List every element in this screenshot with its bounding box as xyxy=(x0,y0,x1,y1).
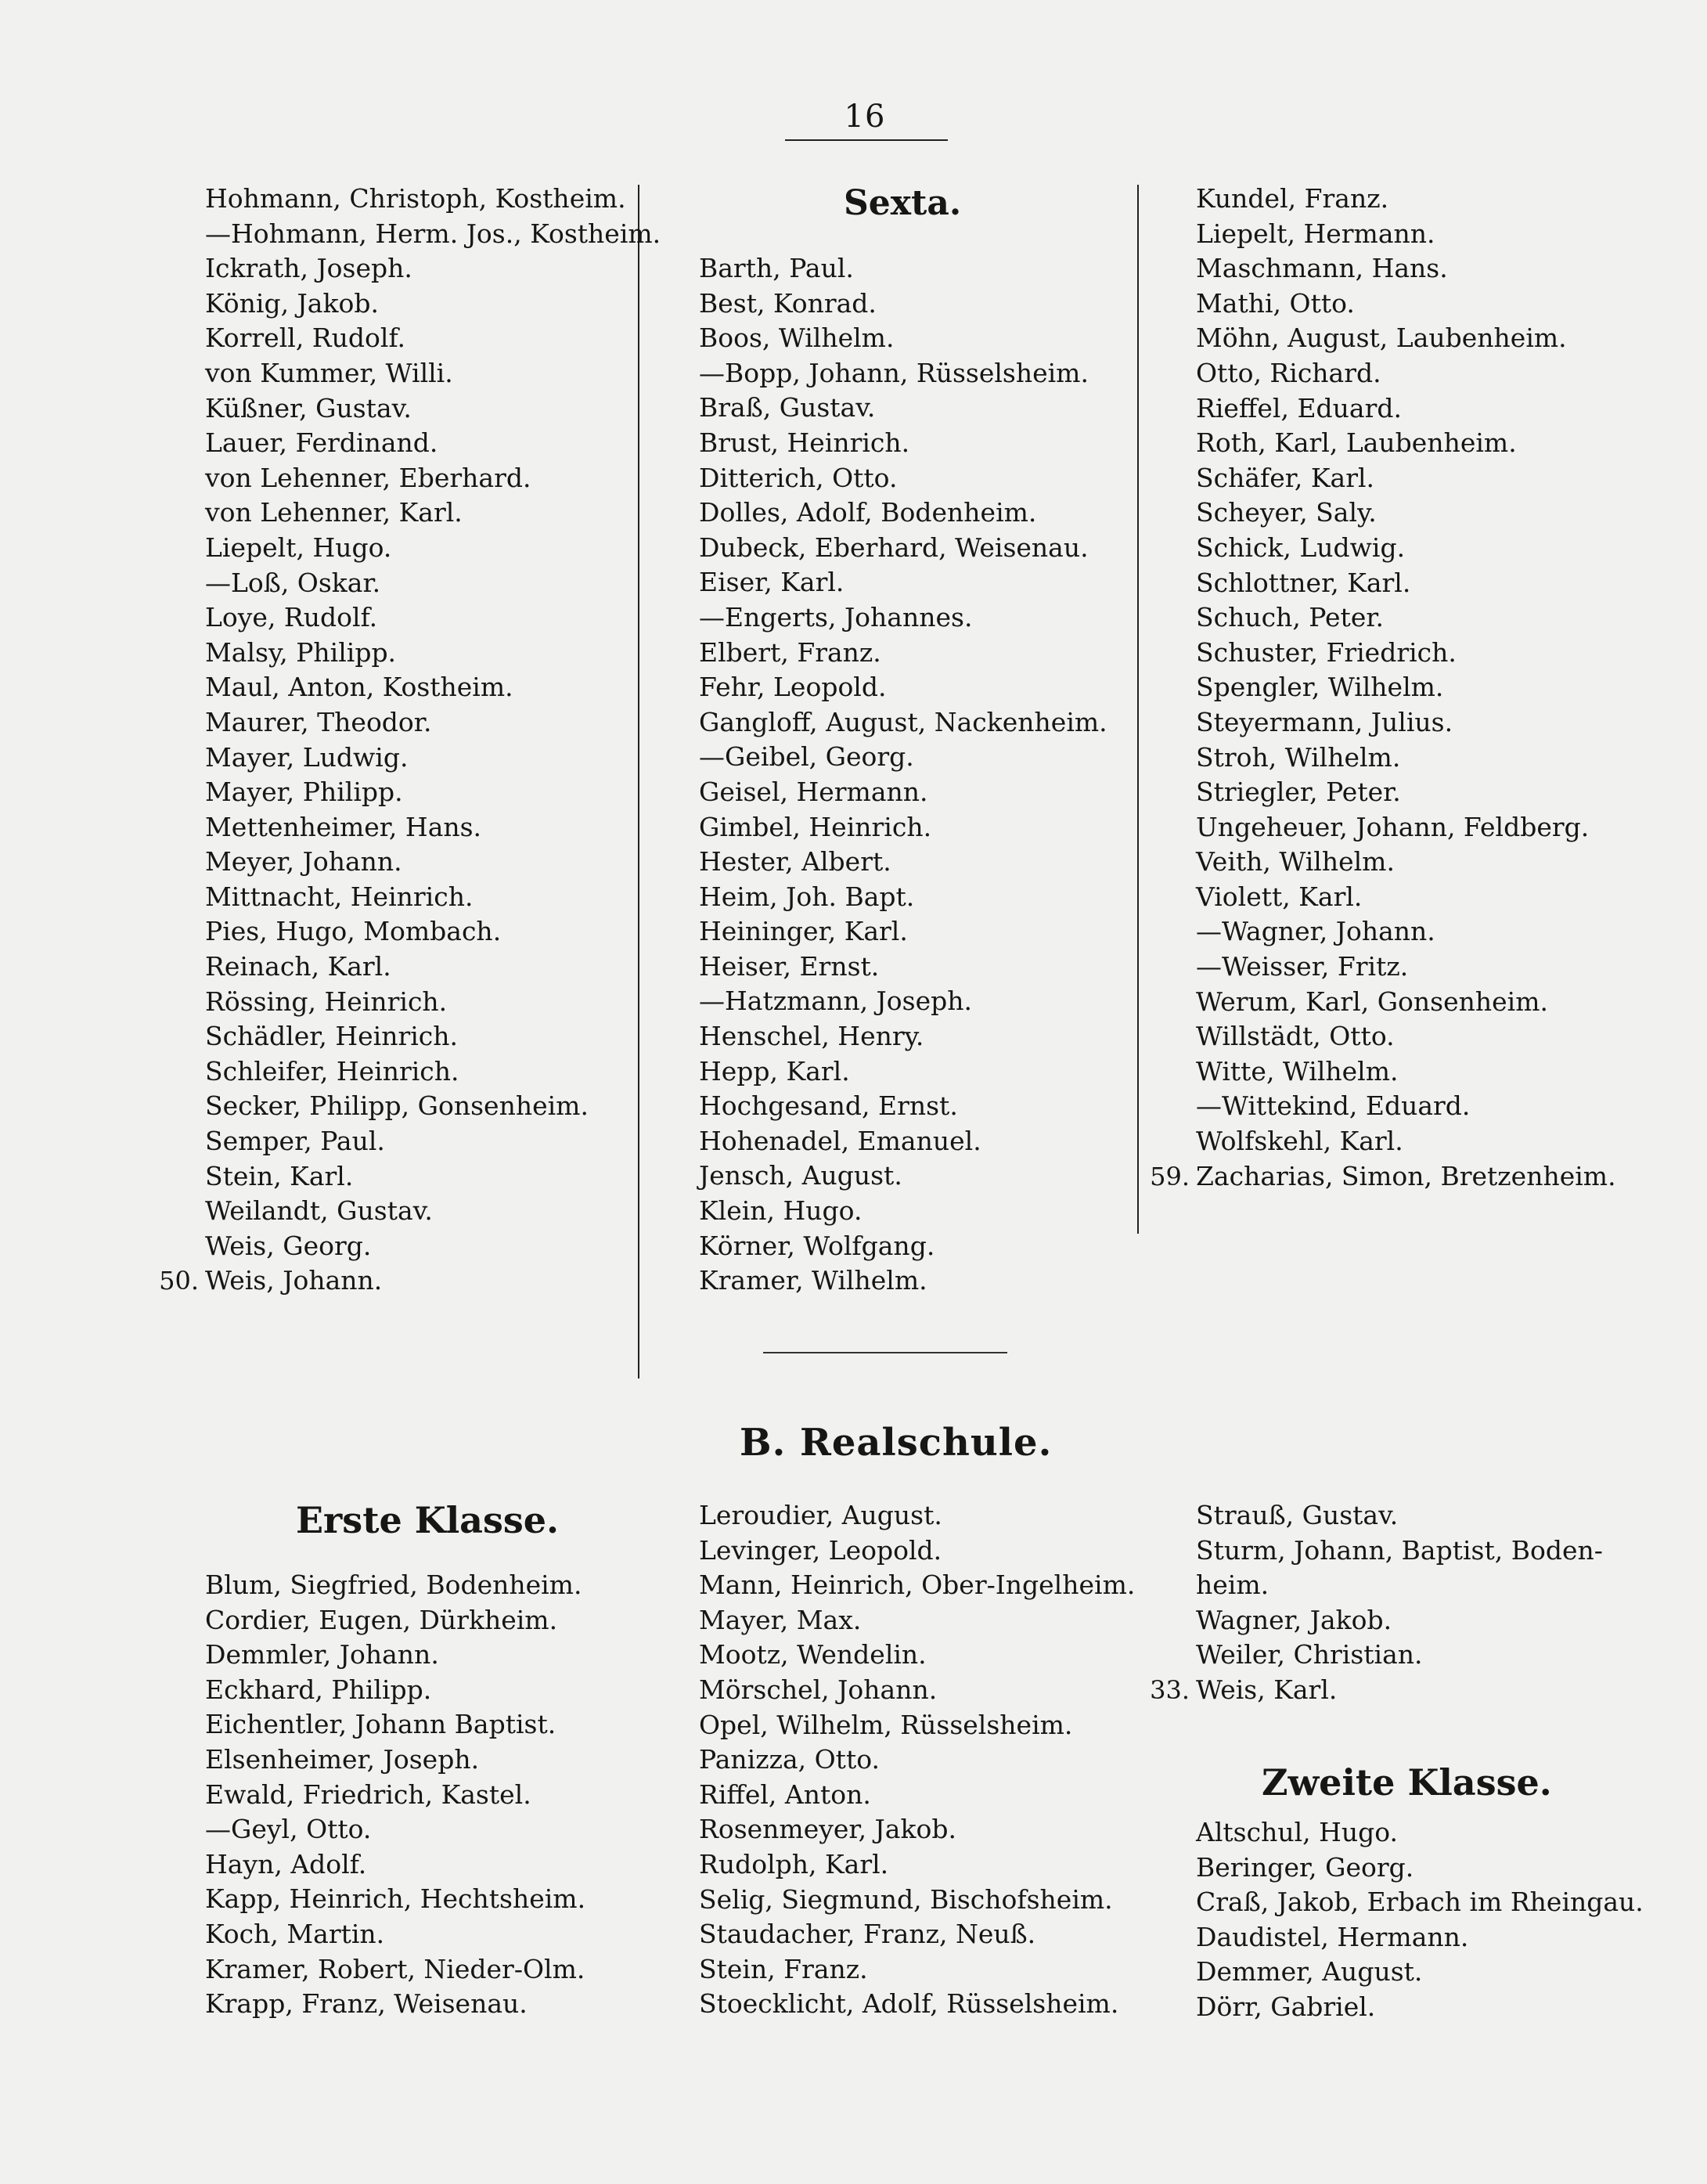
list-item xyxy=(205,1054,661,1090)
student-name: Stein, Franz. xyxy=(699,1953,868,1984)
student-name: Gangloff, August, Nackenheim. xyxy=(699,706,1107,737)
list-item xyxy=(699,1159,1107,1194)
student-name: —Hatzmann, Joseph. xyxy=(699,986,972,1017)
student-name: Altschul, Hugo. xyxy=(1196,1817,1399,1847)
list-item xyxy=(1196,845,1616,880)
list-item xyxy=(205,1917,585,1952)
student-name: Daudistel, Hermann. xyxy=(1196,1921,1469,1952)
student-name: Strauß, Gustav. xyxy=(1196,1500,1399,1530)
student-name: Rössing, Heinrich. xyxy=(205,986,448,1017)
list-item xyxy=(205,1952,585,1988)
list-item xyxy=(205,880,661,915)
student-name: Levinger, Leopold. xyxy=(699,1534,942,1566)
list-item xyxy=(699,1533,1135,1569)
list-item xyxy=(1196,636,1616,671)
student-name: Rosenmeyer, Jakob. xyxy=(699,1814,956,1845)
list-item xyxy=(205,182,661,217)
list-item xyxy=(205,1194,661,1229)
student-name: Mann, Heinrich, Ober-Ingelheim. xyxy=(699,1570,1136,1601)
list-item xyxy=(205,741,661,776)
student-name: Loye, Rudolf. xyxy=(205,602,378,633)
entry-number: 33. xyxy=(1150,1674,1190,1705)
list-item xyxy=(1196,251,1616,287)
list-item xyxy=(1196,1054,1616,1090)
list-item xyxy=(1150,1673,1603,1708)
list-item xyxy=(205,1778,585,1813)
student-name: Elsenheimer, Joseph. xyxy=(205,1743,480,1775)
list-item xyxy=(205,775,661,810)
student-name: Elbert, Franz. xyxy=(699,636,881,668)
student-name: Hepp, Karl. xyxy=(699,1055,850,1087)
entry-number: 50. xyxy=(159,1266,199,1296)
student-name: Maschmann, Hans. xyxy=(1196,253,1448,284)
student-name: Beringer, Georg. xyxy=(1196,1851,1414,1883)
student-name: Demmer, August. xyxy=(1196,1956,1423,1988)
student-name: Steyermann, Julius. xyxy=(1196,706,1453,737)
list-bottom-col3b xyxy=(1196,1815,1644,2025)
student-name: Spengler, Wilhelm. xyxy=(1196,672,1444,703)
student-name: Kapp, Heinrich, Hechtsheim. xyxy=(205,1883,586,1915)
student-name: Blum, Siegfried, Bodenheim. xyxy=(205,1570,582,1600)
list-item xyxy=(1196,1603,1603,1638)
student-name: Riffel, Anton. xyxy=(699,1779,871,1810)
list-item xyxy=(699,1883,1135,1918)
list-item xyxy=(699,1778,1135,1813)
list-item xyxy=(205,1882,585,1917)
student-name: Striegler, Peter. xyxy=(1196,777,1401,808)
list-item xyxy=(205,1568,585,1603)
list-item xyxy=(205,531,661,566)
list-item xyxy=(1196,1533,1603,1569)
student-name: Mayer, Philipp. xyxy=(205,777,403,808)
student-name: Weis, Georg. xyxy=(205,1230,372,1261)
student-name: Zacharias, Simon, Bretzenheim. xyxy=(1196,1160,1616,1191)
list-item xyxy=(1196,1990,1644,2025)
list-item xyxy=(699,1498,1135,1533)
student-name: Willstädt, Otto. xyxy=(1196,1021,1395,1052)
list-item xyxy=(205,461,661,496)
list-item xyxy=(205,1019,661,1054)
student-name: Geisel, Hermann. xyxy=(699,776,928,807)
student-name: Schick, Ludwig. xyxy=(1196,532,1406,563)
list-item xyxy=(699,740,1107,775)
list-item xyxy=(699,1263,1107,1299)
student-name: Maul, Anton, Kostheim. xyxy=(205,672,513,703)
student-name: Otto, Richard. xyxy=(1196,357,1381,388)
student-name: Pies, Hugo, Mombach. xyxy=(205,916,502,947)
list-item xyxy=(699,775,1107,810)
list-item xyxy=(205,1229,661,1264)
student-name: Semper, Paul. xyxy=(205,1126,385,1157)
list-item xyxy=(205,496,661,531)
list-item xyxy=(205,426,661,461)
student-name: Korrell, Rudolf. xyxy=(205,323,405,354)
list-item xyxy=(699,356,1107,391)
student-name: Eichentler, Johann Baptist. xyxy=(205,1709,556,1740)
student-name: —Weisser, Fritz. xyxy=(1196,951,1409,982)
student-name: Violett, Karl. xyxy=(1196,881,1363,912)
list-item xyxy=(699,1987,1135,2022)
student-name: Roth, Karl, Laubenheim. xyxy=(1196,427,1517,459)
student-name: Weilandt, Gustav. xyxy=(205,1195,433,1227)
list-item xyxy=(1196,950,1616,985)
student-name: Weiler, Christian. xyxy=(1196,1639,1423,1670)
student-name: Meyer, Johann. xyxy=(205,846,402,878)
list-item xyxy=(1196,496,1616,531)
list-item xyxy=(205,1159,661,1195)
student-name: Leroudier, August. xyxy=(699,1500,942,1530)
student-name: Mörschel, Johann. xyxy=(699,1674,938,1705)
list-item xyxy=(1196,1851,1644,1886)
list-item xyxy=(1196,1568,1603,1603)
list-item xyxy=(699,565,1107,600)
student-name: Opel, Wilhelm, Rüsselsheim. xyxy=(699,1709,1073,1740)
list-item xyxy=(205,251,661,287)
list-item xyxy=(1196,566,1616,601)
student-name: Schlottner, Karl. xyxy=(1196,567,1411,598)
student-name: Brust, Heinrich. xyxy=(699,427,910,458)
list-item xyxy=(205,391,661,427)
list-item xyxy=(205,1673,585,1708)
student-name: Mittnacht, Heinrich. xyxy=(205,881,474,912)
student-name: —Geyl, Otto. xyxy=(205,1814,372,1845)
list-item xyxy=(699,287,1107,322)
student-name: —Hohmann, Herm. Jos., Kostheim. xyxy=(205,218,661,249)
student-name: Schuch, Peter. xyxy=(1196,602,1384,633)
list-item xyxy=(205,1987,585,2022)
student-name: Stoecklicht, Adolf, Rüsselsheim. xyxy=(699,1988,1119,2020)
list-item xyxy=(205,217,661,252)
list-item xyxy=(1196,217,1616,252)
student-name: Schäfer, Karl. xyxy=(1196,462,1375,493)
list-item xyxy=(1196,1815,1644,1851)
student-name: Krapp, Franz, Weisenau. xyxy=(205,1988,528,2020)
list-item xyxy=(205,845,661,880)
list-item xyxy=(205,1603,585,1638)
student-name: Mathi, Otto. xyxy=(1196,287,1355,319)
list-item xyxy=(699,1812,1135,1847)
list-item xyxy=(159,1263,661,1299)
list-item xyxy=(699,1568,1135,1603)
student-name: Körner, Wolfgang. xyxy=(699,1230,935,1261)
student-name: Mettenheimer, Hans. xyxy=(205,811,482,842)
list-item xyxy=(1196,321,1616,356)
list-item xyxy=(699,670,1107,705)
student-name: Mayer, Max. xyxy=(699,1604,862,1635)
list-item xyxy=(205,914,661,950)
student-name: Hayn, Adolf. xyxy=(205,1848,367,1879)
list-item xyxy=(1196,600,1616,636)
list-item xyxy=(205,566,661,601)
list-item xyxy=(205,1812,585,1847)
heading-zweite-klasse: Zweite Klasse. xyxy=(1262,1761,1552,1804)
list-item xyxy=(699,845,1107,880)
list-item xyxy=(699,1708,1135,1743)
student-name: Schleifer, Heinrich. xyxy=(205,1055,459,1087)
list-item xyxy=(699,1124,1107,1159)
list-item xyxy=(699,426,1107,461)
student-name: Liepelt, Hermann. xyxy=(1196,218,1435,249)
list-item xyxy=(699,950,1107,985)
list-item xyxy=(1196,1638,1603,1673)
student-name: Reinach, Karl. xyxy=(205,951,391,982)
student-name: Heim, Joh. Bapt. xyxy=(699,881,915,912)
list-item xyxy=(699,1603,1135,1638)
student-name: —Wittekind, Eduard. xyxy=(1196,1090,1471,1122)
student-name: Weis, Johann. xyxy=(205,1265,383,1296)
list-item xyxy=(699,705,1107,741)
student-name: Ditterich, Otto. xyxy=(699,462,898,493)
student-name: Craß, Jakob, Erbach im Rheingau. xyxy=(1196,1887,1644,1918)
list-item xyxy=(1196,914,1616,950)
list-item xyxy=(699,461,1107,496)
student-name: Hester, Albert. xyxy=(699,846,891,878)
student-name: Stroh, Wilhelm. xyxy=(1196,741,1401,773)
list-item xyxy=(699,1917,1135,1952)
student-name: Malsy, Philipp. xyxy=(205,636,397,668)
student-name: Mootz, Wendelin. xyxy=(699,1639,927,1670)
student-name: Ickrath, Joseph. xyxy=(205,253,412,284)
student-name: Veith, Wilhelm. xyxy=(1196,846,1395,878)
list-item xyxy=(1196,1089,1616,1124)
student-name: Heiser, Ernst. xyxy=(699,950,880,982)
list-item xyxy=(1196,426,1616,461)
entry-number: 59. xyxy=(1150,1161,1190,1191)
list-item xyxy=(205,670,661,705)
list-item xyxy=(205,1743,585,1778)
student-name: Koch, Martin. xyxy=(205,1918,385,1949)
page-number: 16 xyxy=(844,99,886,135)
student-name: Klein, Hugo. xyxy=(699,1195,863,1227)
list-item xyxy=(699,984,1107,1019)
list-top-col1 xyxy=(159,182,661,1299)
section-rule xyxy=(763,1352,1007,1353)
student-name: Demmler, Johann. xyxy=(205,1639,439,1670)
list-item xyxy=(1196,880,1616,915)
list-bottom-col1 xyxy=(205,1568,585,2022)
list-item xyxy=(205,810,661,845)
list-item xyxy=(699,636,1107,671)
student-name: Jensch, August. xyxy=(699,1160,902,1191)
student-name: Secker, Philipp, Gonsenheim. xyxy=(205,1090,589,1122)
student-name: Dubeck, Eberhard, Weisenau. xyxy=(699,532,1089,563)
list-item xyxy=(205,321,661,356)
list-item xyxy=(1150,1159,1616,1195)
student-name: Kramer, Wilhelm. xyxy=(699,1265,927,1296)
student-name: Maurer, Theodor. xyxy=(205,706,432,737)
list-item xyxy=(699,321,1107,356)
list-item xyxy=(699,1194,1107,1229)
list-item xyxy=(699,1054,1107,1090)
student-name: Kundel, Franz. xyxy=(1196,183,1389,214)
student-name: Best, Konrad. xyxy=(699,287,877,319)
list-item xyxy=(699,496,1107,531)
list-item xyxy=(699,1638,1135,1673)
student-name: Sturm, Johann, Baptist, Boden- xyxy=(1196,1534,1603,1566)
list-item xyxy=(699,1847,1135,1883)
header-rule xyxy=(785,139,948,141)
student-name: Henschel, Henry. xyxy=(699,1021,924,1052)
student-name: —Engerts, Johannes. xyxy=(699,601,973,632)
student-name: Rudolph, Karl. xyxy=(699,1848,889,1879)
student-name: Hohenadel, Emanuel. xyxy=(699,1125,981,1156)
list-item xyxy=(699,1952,1135,1988)
student-name: —Loß, Oskar. xyxy=(205,567,381,598)
list-item xyxy=(699,1673,1135,1708)
list-item xyxy=(205,356,661,391)
heading-sexta: Sexta. xyxy=(844,183,962,223)
list-item xyxy=(699,880,1107,915)
student-name: —Wagner, Johann. xyxy=(1196,916,1435,947)
student-name: Mayer, Ludwig. xyxy=(205,741,409,773)
student-name: von Kummer, Willi. xyxy=(205,357,453,388)
student-name: Möhn, August, Laubenheim. xyxy=(1196,323,1567,354)
student-name: Braß, Gustav. xyxy=(699,392,876,423)
list-item xyxy=(1196,775,1616,810)
student-name: Stein, Karl. xyxy=(205,1160,354,1191)
student-name: Weis, Karl. xyxy=(1196,1674,1338,1705)
list-bottom-col2 xyxy=(699,1498,1135,2022)
list-item xyxy=(205,1847,585,1883)
student-name: Scheyer, Saly. xyxy=(1196,497,1377,528)
student-name: Lauer, Ferdinand. xyxy=(205,427,438,459)
student-name: Eiser, Karl. xyxy=(699,567,844,598)
student-name: Schädler, Heinrich. xyxy=(205,1021,459,1052)
list-item xyxy=(205,705,661,741)
list-item xyxy=(1196,741,1616,776)
list-top-col3 xyxy=(1150,182,1616,1194)
list-item xyxy=(1196,1019,1616,1054)
list-item xyxy=(1196,705,1616,741)
student-name: Hohmann, Christoph, Kostheim. xyxy=(205,183,626,214)
student-name: Eckhard, Philipp. xyxy=(205,1674,432,1705)
list-item xyxy=(699,810,1107,845)
column-rule-right xyxy=(1137,185,1139,1234)
student-name: König, Jakob. xyxy=(205,287,379,319)
list-item xyxy=(1196,1885,1644,1920)
student-name: heim. xyxy=(1196,1570,1269,1601)
list-item xyxy=(699,1743,1135,1778)
student-name: Boos, Wilhelm. xyxy=(699,323,895,354)
heading-realschule: B. Realschule. xyxy=(740,1421,1053,1465)
student-name: Gimbel, Heinrich. xyxy=(699,811,932,842)
list-item xyxy=(699,251,1107,287)
student-name: Fehr, Leopold. xyxy=(699,672,887,703)
student-name: Schuster, Friedrich. xyxy=(1196,636,1457,668)
list-item xyxy=(1196,182,1616,217)
student-name: Cordier, Eugen, Dürkheim. xyxy=(205,1604,558,1635)
list-item xyxy=(1196,531,1616,566)
list-item xyxy=(699,391,1107,426)
student-name: Heininger, Karl. xyxy=(699,916,908,947)
list-item xyxy=(1196,461,1616,496)
list-item xyxy=(1196,356,1616,391)
student-name: Rieffel, Eduard. xyxy=(1196,392,1402,423)
student-name: Küßner, Gustav. xyxy=(205,392,412,423)
list-item xyxy=(1196,1920,1644,1955)
student-name: Staudacher, Franz, Neuß. xyxy=(699,1919,1036,1950)
list-item xyxy=(205,1089,661,1124)
student-name: Kramer, Robert, Nieder-Olm. xyxy=(205,1953,585,1984)
list-item xyxy=(1196,1124,1616,1159)
student-name: Dörr, Gabriel. xyxy=(1196,1991,1376,2022)
student-name: Liepelt, Hugo. xyxy=(205,532,392,563)
heading-erste-klasse: Erste Klasse. xyxy=(296,1499,560,1541)
list-item xyxy=(205,287,661,322)
list-item xyxy=(699,914,1107,950)
list-item xyxy=(205,636,661,671)
student-name: —Bopp, Johann, Rüsselsheim. xyxy=(699,357,1089,388)
list-item xyxy=(205,600,661,636)
list-top-col2 xyxy=(699,251,1107,1299)
list-item xyxy=(699,1089,1107,1124)
list-item xyxy=(205,1124,661,1159)
student-name: Wagner, Jakob. xyxy=(1196,1604,1392,1635)
list-item xyxy=(1196,287,1616,322)
list-item xyxy=(205,1638,585,1673)
student-name: von Lehenner, Karl. xyxy=(205,497,463,528)
list-item xyxy=(205,985,661,1020)
student-name: Witte, Wilhelm. xyxy=(1196,1055,1399,1087)
list-item xyxy=(699,1229,1107,1264)
student-name: Werum, Karl, Gonsenheim. xyxy=(1196,986,1549,1017)
list-item xyxy=(1196,391,1616,427)
list-item xyxy=(205,950,661,985)
list-item xyxy=(699,1019,1107,1054)
student-name: Hochgesand, Ernst. xyxy=(699,1090,958,1122)
student-name: Dolles, Adolf, Bodenheim. xyxy=(699,497,1037,528)
list-item xyxy=(1196,810,1616,845)
list-item xyxy=(699,600,1107,636)
list-item xyxy=(1196,670,1616,705)
list-item xyxy=(205,1707,585,1743)
student-name: von Lehenner, Eberhard. xyxy=(205,462,531,493)
list-item xyxy=(1196,1955,1644,1990)
student-name: —Geibel, Georg. xyxy=(699,741,914,773)
list-item xyxy=(1196,1498,1603,1533)
student-name: Selig, Siegmund, Bischofsheim. xyxy=(699,1883,1113,1915)
student-name: Ungeheuer, Johann, Feldberg. xyxy=(1196,811,1590,842)
student-name: Wolfskehl, Karl. xyxy=(1196,1126,1403,1157)
student-name: Ewald, Friedrich, Kastel. xyxy=(205,1779,531,1810)
list-bottom-col3a xyxy=(1150,1498,1603,1708)
list-item xyxy=(1196,985,1616,1020)
list-item xyxy=(699,531,1107,566)
student-name: Panizza, Otto. xyxy=(699,1744,880,1775)
student-name: Barth, Paul. xyxy=(699,253,854,283)
